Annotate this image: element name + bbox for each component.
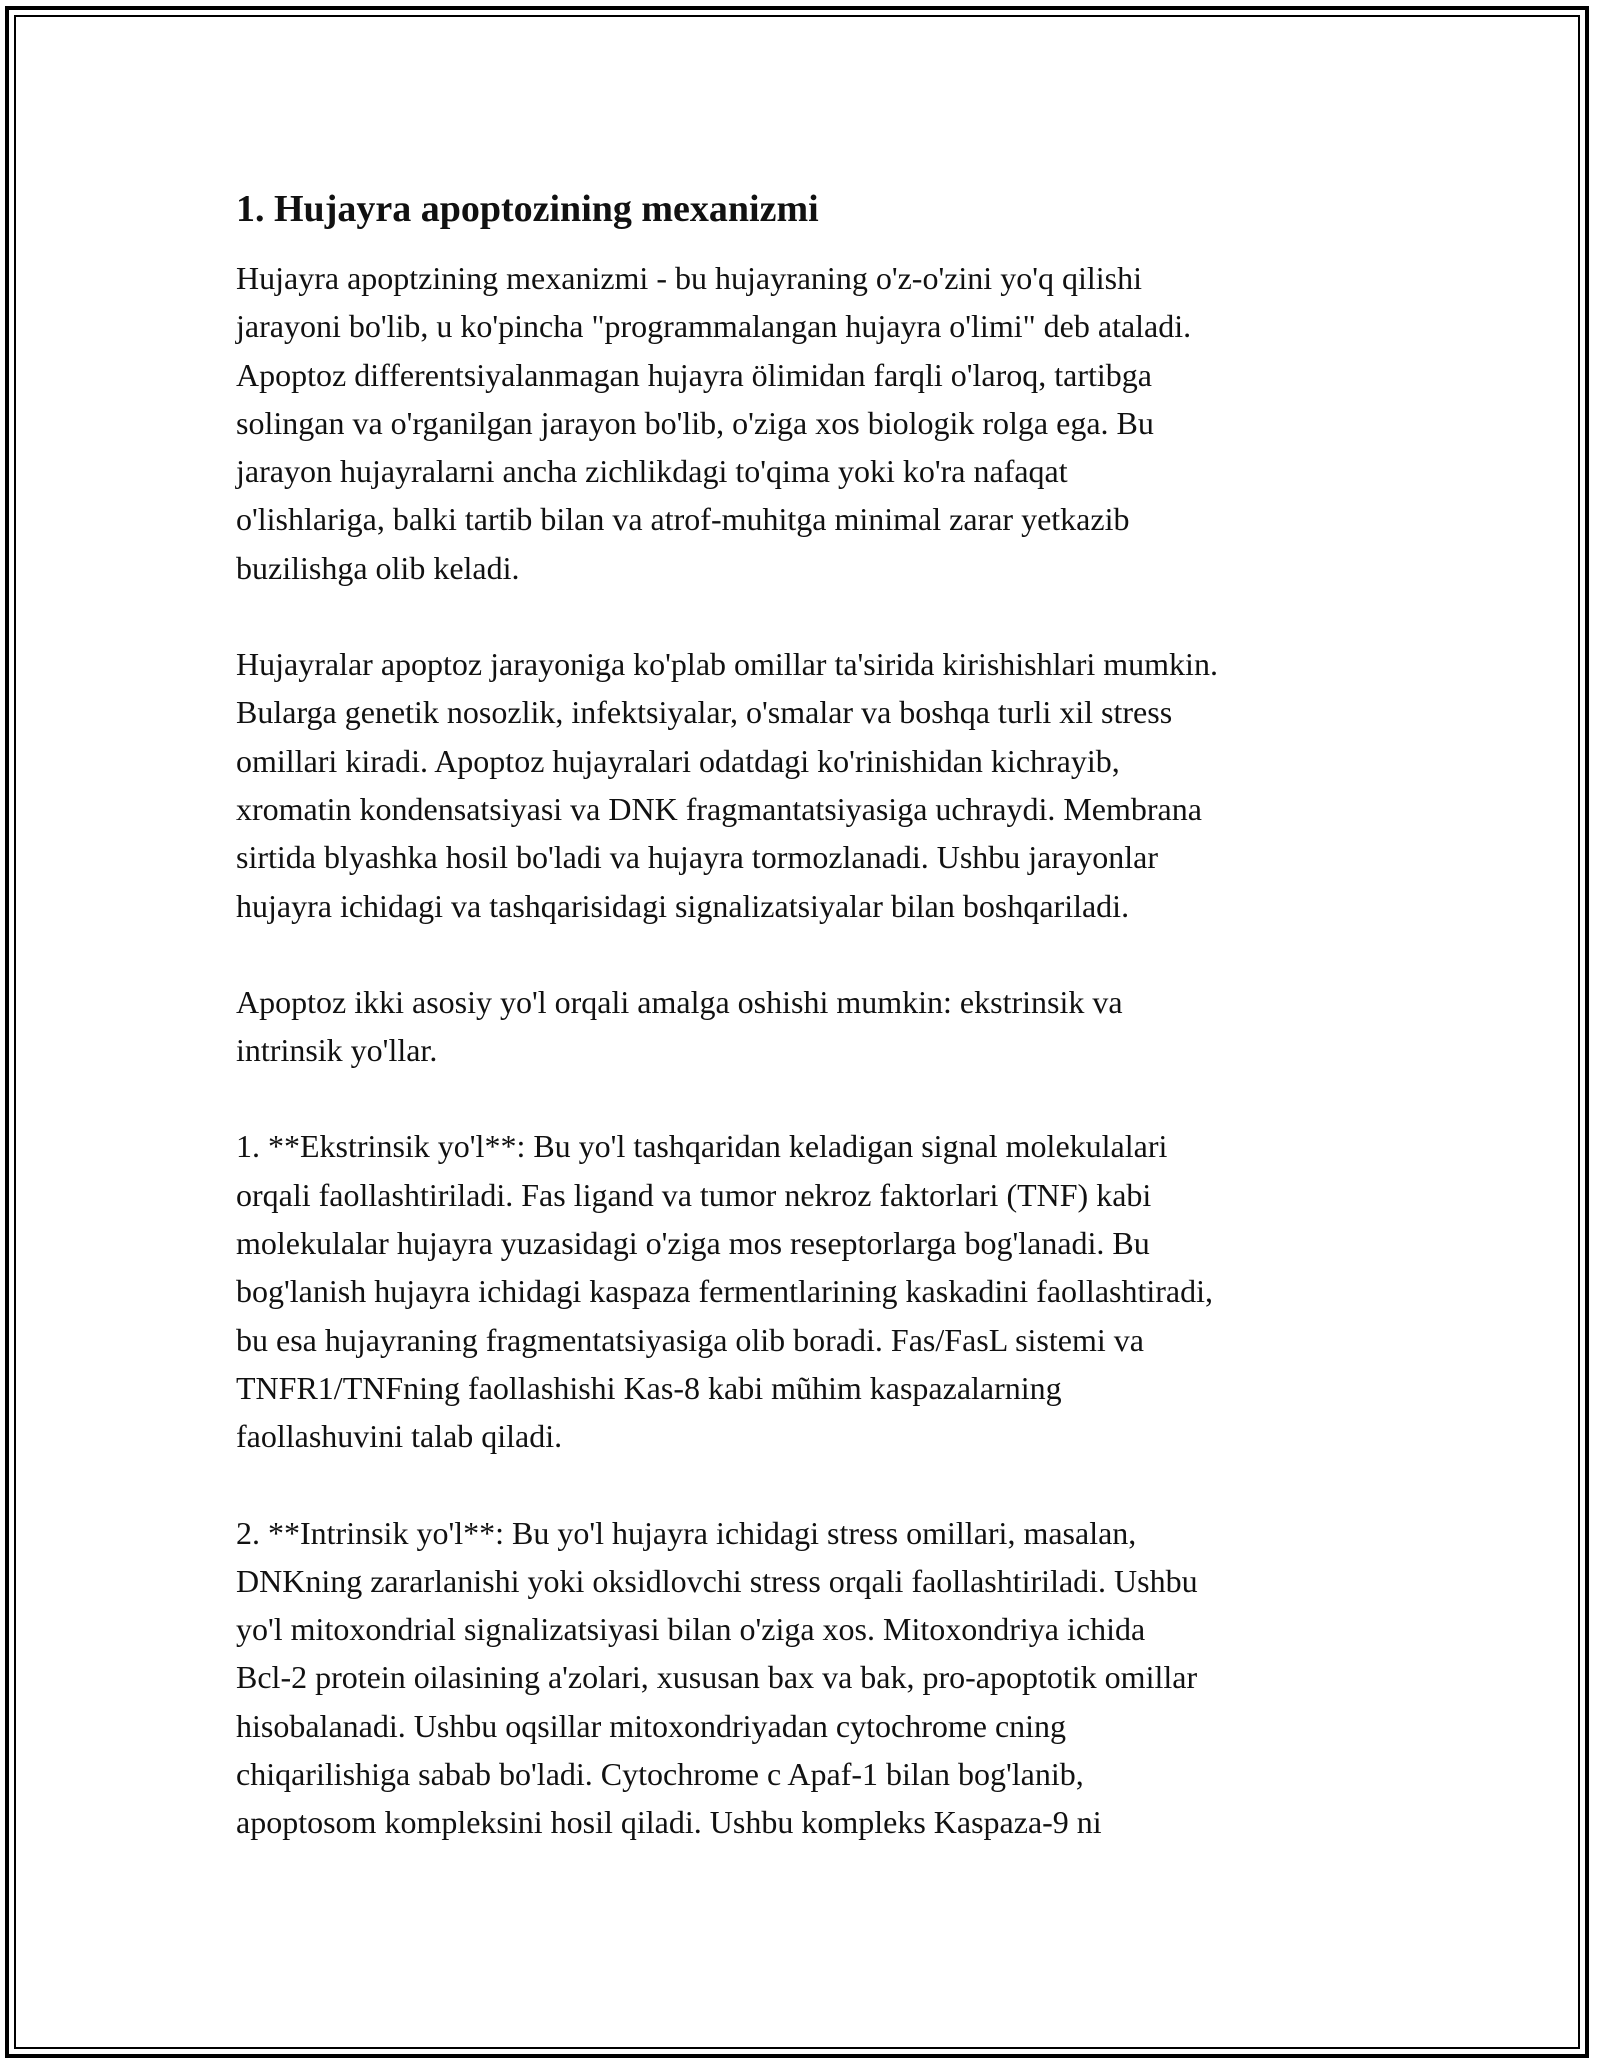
paragraph-pathways [236,978,1366,1075]
text-line: sirtida blyashka hosil bo'ladi va hujayra tormozlanadi. Ushbu jarayonlar [236,839,1158,876]
text-line: Bularga genetik nosozlik, infektsiyalar, o'smalar va boshqa turli xil stress [236,694,1173,731]
text-line: jarayon hujayralarni ancha zichlikdagi to'qima yoki ko'ra nafaqat [236,453,1068,490]
paragraph-factors [236,640,1366,930]
paragraph-intro [236,254,1366,592]
text-line: o'lishlariga, balki tartib bilan va atrof-muhitga minimal zarar yetkazib [236,501,1130,538]
text-line: Apoptoz ikki asosiy yo'l orqali amalga oshishi mumkin: ekstrinsik va [236,983,1123,1020]
text-line: buzilishga olib keladi. [236,549,520,586]
text-line: intrinsik yo'llar. [236,1032,438,1069]
text-line: 1. **Ekstrinsik yo'l**: Bu yo'l tashqaridan keladigan signal molekulalari [236,1128,1168,1165]
text-line: DNKning zararlanishi yoki oksidlovchi stress orqali faollashtiriladi. Ushbu [236,1562,1198,1599]
text-line: orqali faollashtiriladi. Fas ligand va tumor nekroz faktorlari (TNF) kabi [236,1176,1152,1213]
text-line: molekulalar hujayra yuzasidagi o'ziga mos reseptorlarga bog'lanadi. Bu [236,1225,1150,1262]
text-line: apoptosom kompleksini hosil qiladi. Ushbu kompleks Kaspaza-9 ni [236,1804,1102,1841]
text-line: yo'l mitoxondrial signalizatsiyasi bilan o'ziga xos. Mitoxondriya ichida [236,1611,1146,1648]
text-line: bu esa hujayraning fragmentatsiyasiga olib boradi. Fas/FasL sistemi va [236,1321,1144,1358]
text-line: Bcl-2 protein oilasining a'zolari, xususan bax va bak, pro-apoptotik omillar [236,1659,1198,1696]
section-heading: 1. Hujayra apoptozining mexanizmi [236,188,819,230]
text-line: Apoptoz differentsiyalanmagan hujayra ölimidan farqli o'laroq, tartibga [236,356,1152,393]
paragraph-intrinsic [236,1509,1366,1847]
text-line: solingan va o'rganilgan jarayon bo'lib, o'ziga xos biologik rolga ega. Bu [236,404,1154,441]
text-line: xromatin kondensatsiyasi va DNK fragmantatsiyasiga uchraydi. Membrana [236,790,1202,827]
paragraph-extrinsic [236,1122,1366,1460]
text-line: omillari kiradi. Apoptoz hujayralari odatdagi ko'rinishidan kichrayib, [236,742,1120,779]
text-line: hisobalanadi. Ushbu oqsillar mitoxondriyadan cytochrome cning [236,1707,1067,1744]
text-line: jarayoni bo'lib, u ko'pincha "programmalangan hujayra o'limi" deb ataladi. [236,308,1192,345]
text-line: TNFR1/TNFning faollashishi Kas-8 kabi mũhim kaspazalarning [236,1369,1062,1406]
text-line: 2. **Intrinsik yo'l**: Bu yo'l hujayra ichidagi stress omillari, masalan, [236,1514,1137,1551]
text-line: Hujayra apoptzining mexanizmi - bu hujayraning o'z-o'zini yo'q qilishi [236,260,1142,296]
text-line: faollashuvini talab qiladi. [236,1418,563,1455]
text-line: chiqarilishiga sabab bo'ladi. Cytochrome c Apaf-1 bilan bog'lanib, [236,1756,1084,1793]
document-body [236,185,1366,1895]
text-line: bog'lanish hujayra ichidagi kaspaza fermentlarining kaskadini faollashtiradi, [236,1273,1213,1310]
text-line: Hujayralar apoptoz jarayoniga ko'plab omillar ta'sirida kirishishlari mumkin. [236,646,1218,683]
text-line: hujayra ichidagi va tashqarisidagi signalizatsiyalar bilan boshqariladi. [236,887,1130,924]
